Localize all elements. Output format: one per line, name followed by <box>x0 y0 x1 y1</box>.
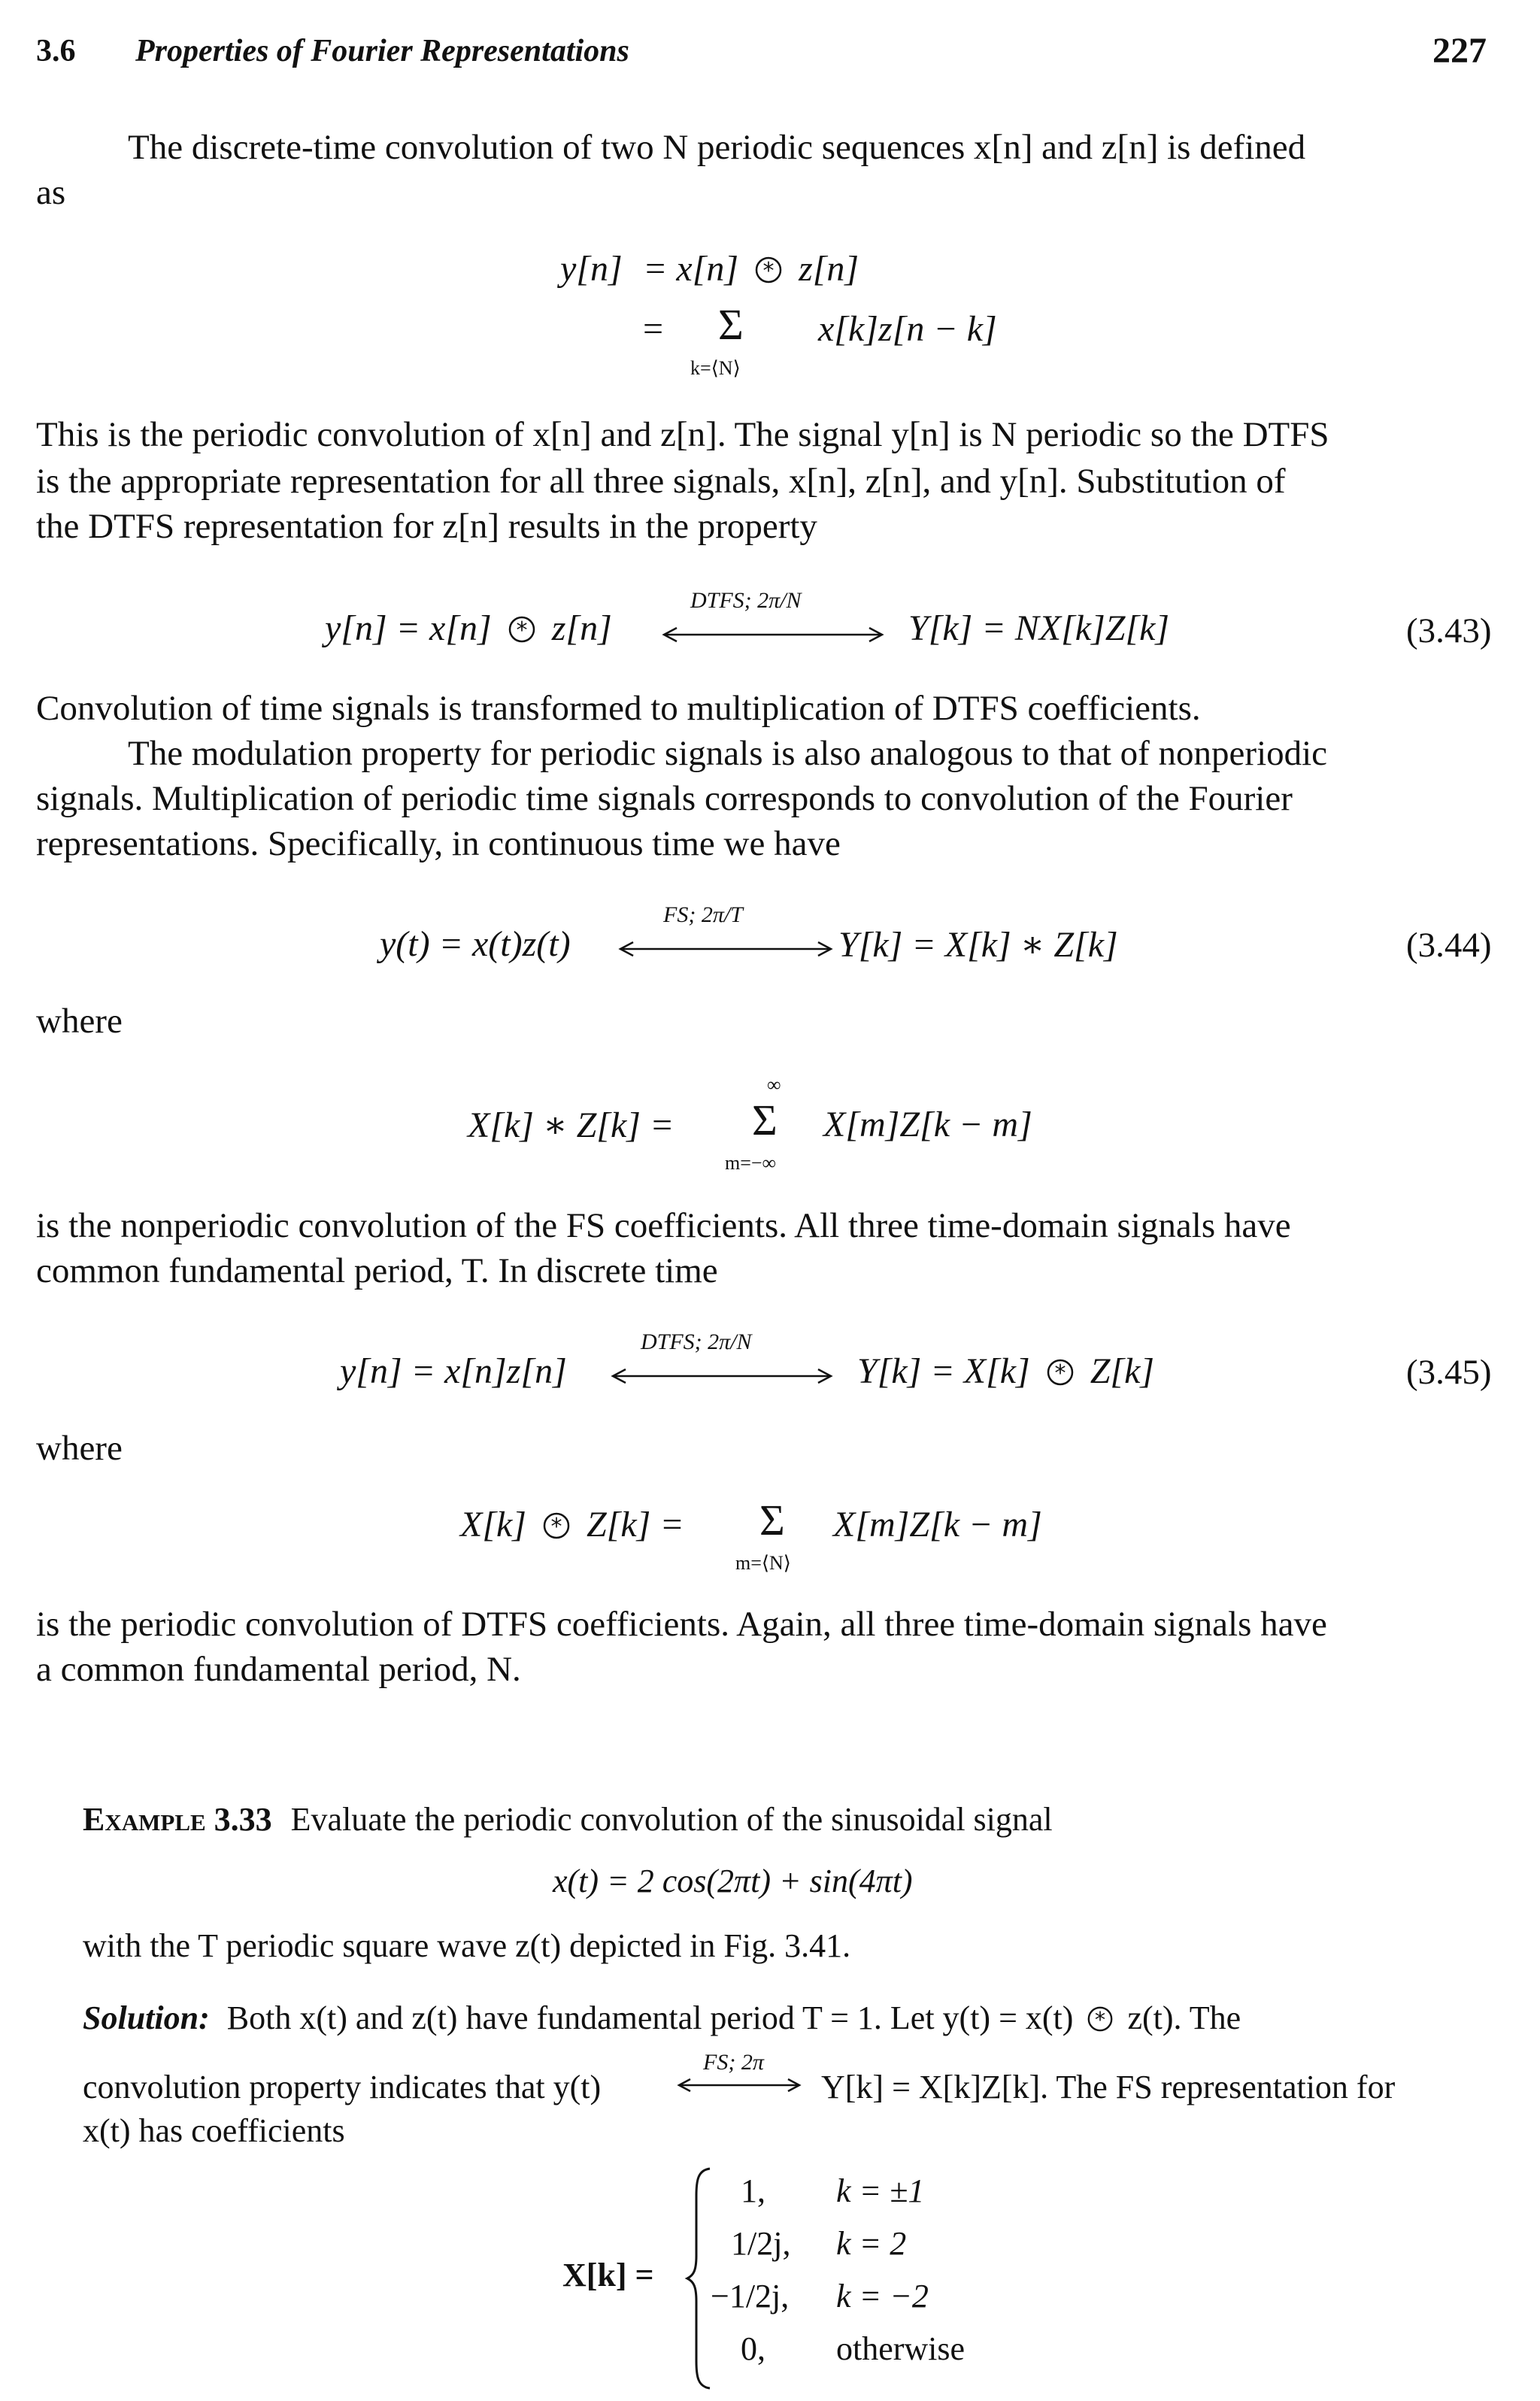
paragraph-4-line1: is the nonperiodic convolution of the FS coefficients. All three time-domain signals have <box>36 1206 1291 1245</box>
eq-3-44-lhs <box>380 923 571 965</box>
conv-eq-lhs <box>560 248 623 290</box>
piecewise-cond-1 <box>836 2172 924 2210</box>
dtfs-conv-sum-index: m=⟨N⟩ <box>735 1552 791 1574</box>
dtfs-conv-body-text: X[m]Z[k − m] <box>833 1505 1042 1545</box>
dtfs-conv-lhs <box>460 1504 684 1545</box>
paragraph-3-line2: The modulation property for periodic signals is also analogous to that of nonperiodic <box>128 734 1328 773</box>
paragraph-3-line4: representations. Specifically, in continuous time we have <box>36 824 841 863</box>
solution-arrow-label: FS; 2π <box>703 2050 764 2075</box>
where-label-2: where <box>36 1429 123 1468</box>
dtfs-conv-sigma: Σ <box>759 1496 785 1545</box>
piecewise-lhs: X[k] = <box>562 2257 654 2293</box>
piecewise-cond-2-text: k = 2 <box>836 2225 907 2262</box>
paragraph-3-line3: signals. Multiplication of periodic time signals corresponds to convolution of the Fourier <box>36 779 1293 818</box>
solution-line1-b: z(t). The <box>1127 1999 1241 2036</box>
eq-3-45-rhs <box>857 1351 1154 1392</box>
example-equation <box>553 1862 913 1900</box>
piecewise-value-1: 1, <box>741 2172 765 2209</box>
eq-3-43-arrow-label: DTFS; 2π/N <box>690 588 802 613</box>
paragraph-2-line2: is the appropriate representation for all three signals, x[n], z[n], and y[n]. Substitution of <box>36 462 1286 501</box>
eq-3-44-rhs <box>838 923 1118 966</box>
conv-eq-y: y[n] <box>560 249 623 289</box>
dtfs-conv-lhs-b: Z[k] = <box>586 1505 684 1545</box>
solution-line2-b: Y[k] = X[k]Z[k]. The FS representation for <box>821 2069 1396 2105</box>
fs-conv-sigma: Σ <box>752 1096 778 1144</box>
solution-label: Solution: <box>83 1999 210 2036</box>
double-arrow-icon <box>617 940 835 958</box>
eq-3-45-number: (3.45) <box>1406 1353 1492 1392</box>
paragraph-5-line1: is the periodic convolution of DTFS coefficients. Again, all three time-domain signals have <box>36 1605 1327 1644</box>
paragraph-3-line1: Convolution of time signals is transformed to multiplication of DTFS coefficients. <box>36 689 1201 728</box>
conv-eq-z: z[n] <box>799 249 859 289</box>
eq-3-43-lhs-a: y[n] = x[n] <box>325 608 492 648</box>
eq-3-43-rhs <box>908 608 1169 649</box>
eq-3-45-lhs-text: y[n] = x[n]z[n] <box>340 1351 567 1391</box>
piecewise-cond-4: otherwise <box>836 2330 966 2367</box>
example-statement: Evaluate the periodic convolution of the sinusoidal signal <box>290 1801 1053 1838</box>
svg-text:*: * <box>1054 1360 1066 1387</box>
eq-3-43-lhs <box>325 608 612 649</box>
example-number: 3.33 <box>214 1801 272 1838</box>
piecewise-cond-3 <box>836 2277 929 2315</box>
eq-3-45-rhs-a: Y[k] = X[k] <box>857 1351 1030 1391</box>
page-number: 227 <box>1432 31 1487 71</box>
circled-asterisk-icon <box>1086 2005 1114 2033</box>
piecewise-value-4: 0, <box>741 2330 765 2367</box>
conv-eq-sum-body: x[k]z[n − k] <box>818 309 997 349</box>
eq-3-45-rhs-b: Z[k] <box>1090 1351 1155 1391</box>
where-label-1: where <box>36 1002 123 1041</box>
left-brace-icon <box>684 2166 714 2391</box>
eq-3-44-rhs-text: Y[k] = X[k] ∗ Z[k] <box>838 925 1118 965</box>
piecewise-value-2: 1/2j, <box>731 2225 791 2262</box>
fs-conv-sum-lower: m=−∞ <box>725 1152 777 1174</box>
piecewise-cond-3-text: k = −2 <box>836 2278 929 2315</box>
circled-asterisk-icon <box>541 1511 571 1541</box>
double-arrow-icon <box>675 2077 803 2093</box>
paragraph-intro-line2: as <box>36 173 66 212</box>
piecewise-cond-2 <box>836 2224 906 2263</box>
fs-conv-sum-upper: ∞ <box>767 1074 781 1096</box>
dtfs-conv-body <box>833 1504 1042 1545</box>
example-line2: with the T periodic square wave z(t) depicted in Fig. 3.41. <box>83 1927 851 1964</box>
piecewise-cond-1-text: k = ±1 <box>836 2172 925 2209</box>
double-arrow-icon <box>609 1367 835 1385</box>
eq-3-43-number: (3.43) <box>1406 611 1492 650</box>
svg-text:*: * <box>1095 2007 1106 2033</box>
eq-3-44-lhs-text: y(t) = x(t)z(t) <box>380 924 571 964</box>
circled-asterisk-icon <box>1045 1357 1075 1387</box>
solution-line2-a: convolution property indicates that y(t) <box>83 2069 602 2105</box>
conv-eq-x: = x[n] <box>643 249 739 289</box>
paragraph-4-line2: common fundamental period, T. In discrete time <box>36 1251 718 1290</box>
eq-3-44-number: (3.44) <box>1406 926 1492 965</box>
section-title: Properties of Fourier Representations <box>135 34 629 68</box>
eq-3-43-lhs-b: z[n] <box>551 608 612 648</box>
eq-3-45-arrow-label: DTFS; 2π/N <box>641 1329 752 1354</box>
conv-eq-line1-rhs <box>643 248 859 290</box>
svg-text:*: * <box>762 258 775 284</box>
conv-eq-line2-body <box>818 308 997 350</box>
piecewise-value-3: −1/2j, <box>711 2278 790 2315</box>
conv-eq-line2-eq: = <box>643 309 664 349</box>
fs-conv-lhs-text: X[k] ∗ Z[k] = <box>468 1105 675 1145</box>
fs-conv-body-text: X[m]Z[k − m] <box>823 1105 1032 1144</box>
circled-asterisk-icon <box>507 614 537 644</box>
paragraph-5-line2: a common fundamental period, N. <box>36 1650 521 1689</box>
eq-3-44-arrow-label: FS; 2π/T <box>663 902 743 927</box>
fs-conv-body <box>823 1104 1032 1145</box>
paragraph-2-line1: This is the periodic convolution of x[n] and z[n]. The signal y[n] is N periodic so the DTFS <box>36 415 1329 454</box>
solution-line3: x(t) has coefficients <box>83 2112 345 2149</box>
fs-conv-lhs <box>468 1104 674 1146</box>
circled-asterisk-icon <box>753 255 784 285</box>
eq-3-45-lhs <box>340 1351 567 1392</box>
conv-eq-sigma: Σ <box>718 300 744 349</box>
paragraph-intro-line1: The discrete-time convolution of two N periodic sequences x[n] and z[n] is defined <box>128 128 1306 167</box>
svg-text:*: * <box>550 1514 562 1540</box>
section-number: 3.6 <box>36 34 76 68</box>
double-arrow-icon <box>660 626 886 644</box>
paragraph-2-line3: the DTFS representation for z[n] results in the property <box>36 507 817 546</box>
example-label: Example <box>83 1801 206 1838</box>
example-heading <box>83 1800 1053 1839</box>
eq-3-43-rhs-text: Y[k] = NX[k]Z[k] <box>908 608 1170 648</box>
svg-text:*: * <box>516 617 528 644</box>
solution-line1-a: Both x(t) and z(t) have fundamental period T = 1. Let y(t) = x(t) <box>226 1999 1074 2036</box>
example-equation-text: x(t) = 2 cos(2πt) + sin(4πt) <box>553 1863 913 1899</box>
conv-eq-sum-index: k=⟨N⟩ <box>690 357 741 379</box>
dtfs-conv-lhs-a: X[k] <box>460 1505 526 1545</box>
solution-line1 <box>83 1999 1241 2037</box>
